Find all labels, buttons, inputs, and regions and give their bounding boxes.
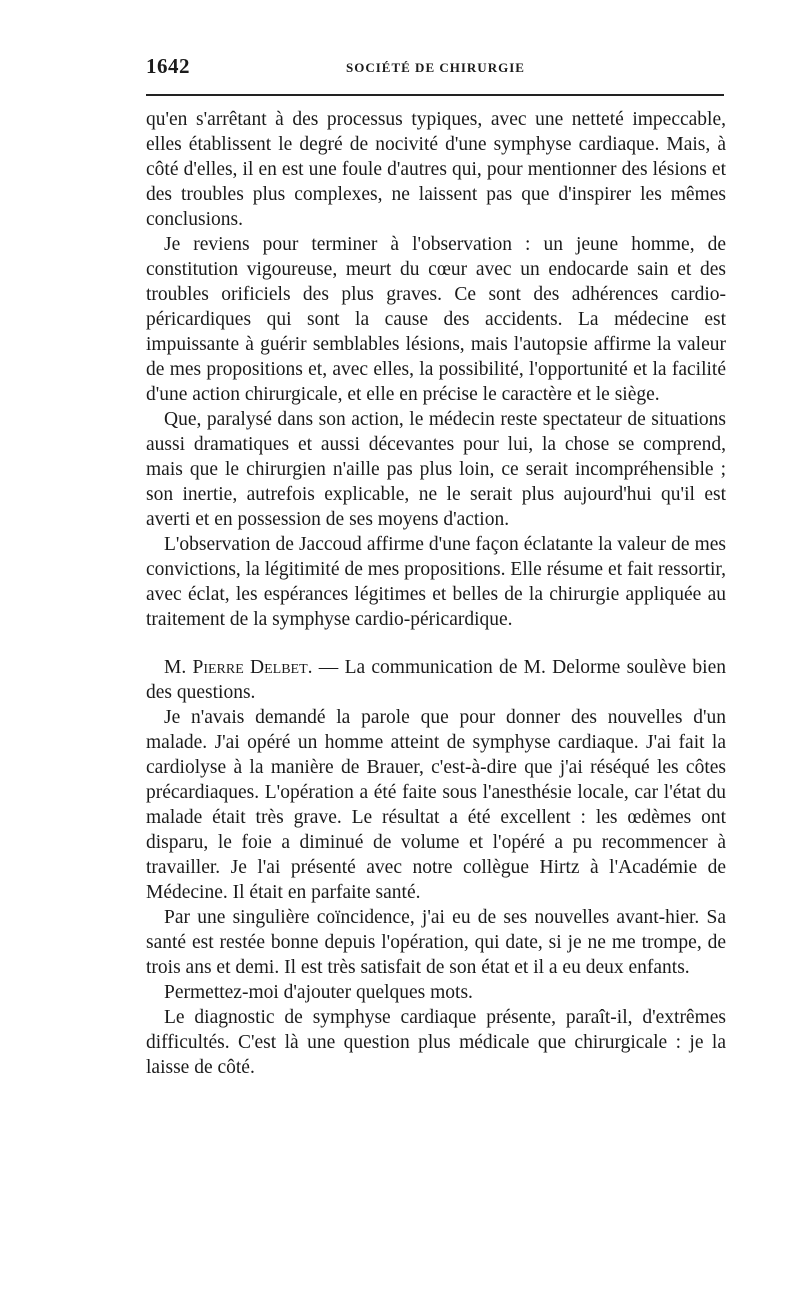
page-header [146, 54, 724, 84]
paragraph: Je n'avais demandé la parole que pour donner des nouvelles d'un malade. J'ai opéré un homme atteint de symphyse cardiaque. J'ai fait la cardiolyse à la manière de Brauer, c'est-à-dire que j'ai réséqué les côtes précardiaques. L'opération a été faite sous l'anesthésie locale, car l'état du malade était très grave. Le résultat a été excellent : les œdèmes ont disparu, le foie a diminué de volume et l'opéré a pu recommencer à travailler. Je l'ai présenté avec notre collègue Hirtz à l'Académie de Médecine. Il était en parfaite santé. [146, 707, 726, 903]
page-number: 1642 [146, 54, 190, 78]
paragraph: Par une singulière coïncidence, j'ai eu de ses nouvelles avant-hier. Sa santé est restée bonne depuis l'opération, qui date, si je ne me trompe, de trois ans et demi. Il est très satisfait de son état et il a eu deux enfants. [146, 907, 726, 978]
paragraph: Permettez-moi d'ajouter quelques mots. [164, 982, 473, 1003]
paragraph: L'observation de Jaccoud affirme d'une façon éclatante la valeur de mes convictions, la légitimité de mes propositions. Elle résume et fait ressortir, avec éclat, les espérances légitimes et belles de la chirurgie appliquée au traitement de la symphyse cardio-péricardique. [146, 534, 726, 630]
speaker-name: Pierre Delbet. [192, 657, 313, 678]
header-rule [146, 94, 724, 96]
paragraph: qu'en s'arrêtant à des processus typiques, avec une netteté impeccable, elles établissent le degré de nocivité d'une symphyse cardiaque. Mais, à côté d'elles, il en est une foule d'autres qui, pour mentionner des lésions et des troubles plus complexes, ne laissent pas que d'inspirer les mêmes conclusions. [146, 109, 726, 230]
body-text [146, 107, 726, 1080]
running-title: SOCIÉTÉ DE CHIRURGIE [346, 60, 525, 75]
paragraph: Je reviens pour terminer à l'observation : un jeune homme, de constitution vigoureuse, meurt du cœur avec un endocarde sain et des troubles orificiels des plus graves. Ce sont des adhérences cardio-péricardiques qui sont la cause des accidents. La médecine est impuissante à guérir semblables lésions, mais l'autopsie affirme la valeur de mes propositions et, avec elles, la possibilité, l'opportunité et la facilité d'une action chirurgicale, et elle en précise le caractère et le siège. [146, 234, 726, 405]
speaker-prefix: M. [164, 657, 193, 678]
speaker-remark: — La communication de M. Delorme soulève bien des questions. [146, 657, 726, 703]
speaker-paragraph [146, 655, 726, 705]
paragraph: Que, paralysé dans son action, le médecin reste spectateur de situations aussi dramatiques et aussi décevantes pour lui, la chose se comprend, mais que le chirurgien n'aille pas plus loin, ce serait incompréhensible ; son inertie, autrefois explicable, ne le serait plus aujourd'hui qu'il est averti et en possession de ses moyens d'action. [146, 409, 726, 530]
paragraph: Le diagnostic de symphyse cardiaque présente, paraît-il, d'extrêmes difficultés. C'est là une question plus médicale que chirurgicale : je la laisse de côté. [146, 1007, 726, 1078]
